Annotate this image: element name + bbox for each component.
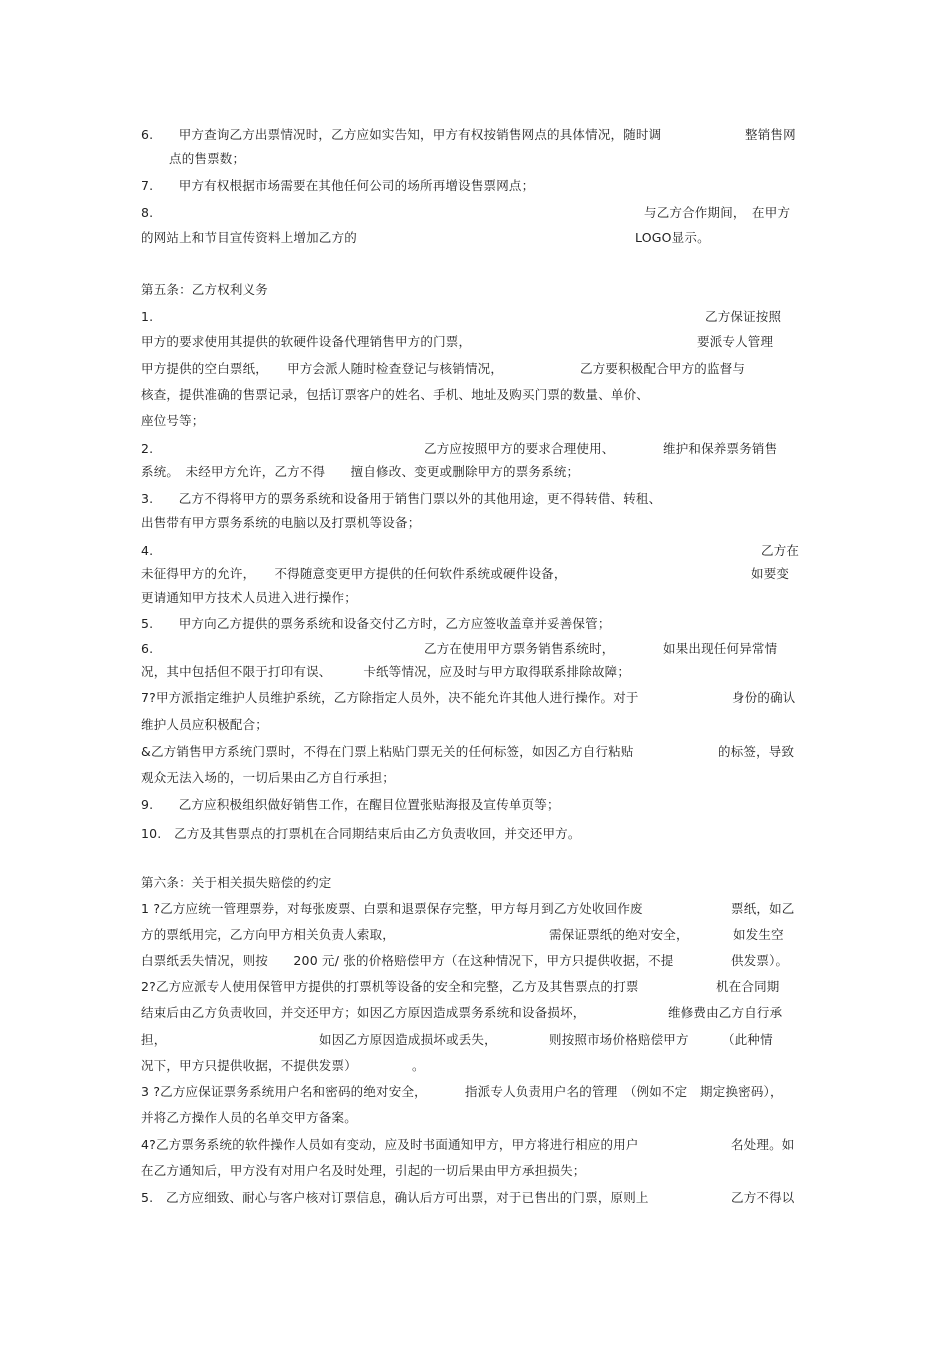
s6-item2-line2-end: 维修费由乙方自行承: [668, 1005, 783, 1020]
s5-item8-line2: 观众无法入场的，一切后果由乙方自行承担；: [141, 770, 396, 785]
s5-item8-line1: &乙方销售甲方系统门票时，不得在门票上粘贴门票无关的任何标签，如因乙方自行粘贴: [141, 744, 634, 759]
s5-item7-line1-end: 身份的确认: [732, 690, 796, 705]
s4-item7: 7. 甲方有权根据市场需要在其他任何公司的场所再增设售票网点；: [141, 178, 535, 193]
s6-item2-line4: 况下，甲方只提供收据，不提供发票）: [141, 1058, 357, 1073]
s6-item2-line4-end: 。: [412, 1058, 425, 1073]
s6-item2-line3-start: 担，: [141, 1032, 167, 1047]
s4-item8-line2: 的网站上和节目宣传资料上增加乙方的: [141, 230, 357, 245]
s5-item1-line3-end: 乙方要积极配合甲方的监督与: [580, 361, 746, 376]
s6-item2-line1: 2?乙方应派专人使用保管甲方提供的打票机等设备的安全和完整，乙方及其售票点的打票: [141, 979, 639, 994]
s5-item2-line1: 乙方应按照甲方的要求合理使用、: [424, 441, 615, 456]
s5-item8-line1-end: 的标签，导致: [718, 744, 795, 759]
s6-item1-line1-end: 票纸，如乙: [731, 901, 795, 916]
s5-item2-num: 2.: [141, 441, 154, 456]
s6-item5-line1: 5. 乙方应细致、耐心与客户核对订票信息，确认后方可出票，对于已售出的门票，原则上: [141, 1190, 649, 1205]
s6-item1-line2-mid: 需保证票纸的绝对安全，: [549, 927, 689, 942]
s5-item4-line2: 未征得甲方的允许， 不得随意变更甲方提供的任何软件系统或硬件设备，: [141, 566, 567, 581]
s4-item8-line2-end: LOGO显示。: [635, 230, 710, 245]
s5-item4-line3: 更请通知甲方技术人员进入进行操作；: [141, 590, 357, 605]
s5-item6-num: 6.: [141, 641, 154, 656]
s6-item4-line1-end: 名处理。如: [731, 1137, 795, 1152]
s5-item4-num: 4.: [141, 543, 154, 558]
s5-item2-line1-end: 维护和保养票务销售: [663, 441, 778, 456]
s5-item7-line2: 维护人员应积极配合；: [141, 717, 269, 732]
s6-item5-line1-end: 乙方不得以: [731, 1190, 795, 1205]
s6-item1-line1: 1 ?乙方应统一管理票券，对每张废票、白票和退票保存完整，甲方每月到乙方处收回作废: [141, 901, 643, 916]
s5-item1-line4: 核查，提供准确的售票记录，包括订票客户的姓名、手机、地址及购买门票的数量、单价、: [141, 387, 650, 402]
section6-title: 第六条：关于相关损失赔偿的约定: [141, 875, 332, 890]
s4-item8-num: 8.: [141, 205, 154, 220]
s4-item6-line1: 6. 甲方查询乙方出票情况时，乙方应如实告知，甲方有权按销售网点的具体情况，随时调: [141, 127, 662, 142]
s6-item3-line1: 3 ?乙方应保证票务系统用户名和密码的绝对安全，: [141, 1084, 427, 1099]
s6-item4-line2: 在乙方通知后，甲方没有对用户名及时处理，引起的一切后果由甲方承担损失；: [141, 1163, 586, 1178]
s6-item1-line3: 白票纸丢失情况，则按 200 元/ 张的价格赔偿甲方（在这种情况下，甲方只提供收据，不提: [141, 953, 674, 968]
s4-item6-line2: 点的售票数；: [169, 151, 246, 166]
s5-item1-num: 1.: [141, 309, 154, 324]
s6-item4-line1: 4?乙方票务系统的软件操作人员如有变动，应及时书面通知甲方，甲方将进行相应的用户: [141, 1137, 639, 1152]
s5-item1-line2-end: 要派专人管理: [697, 334, 774, 349]
s5-item6-line1-end: 如果出现任何异常情: [663, 641, 778, 656]
s6-item1-line2-end: 如发生空: [733, 927, 784, 942]
s6-item1-line3-end: 供发票）。: [731, 953, 789, 968]
s5-item9: 9. 乙方应积极组织做好销售工作，在醒目位置张贴海报及宣传单页等；: [141, 797, 560, 812]
s5-item1-line2: 甲方的要求使用其提供的软硬件设备代理销售甲方的门票，: [141, 334, 472, 349]
s5-item2-line2: 系统。 未经甲方允许，乙方不得 擅自修改、变更或删除甲方的票务系统；: [141, 464, 580, 479]
s6-item2-line3-end: （此种情: [722, 1032, 773, 1047]
s5-item1-line3: 甲方提供的空白票纸， 甲方会派人随时检查登记与核销情况，: [141, 361, 504, 376]
s4-item8-line1: 与乙方合作期间， 在甲方: [644, 205, 791, 220]
s6-item3-line2: 并将乙方操作人员的名单交甲方备案。: [141, 1110, 357, 1125]
s6-item2-line3-mid: 如因乙方原因造成损坏或丢失，: [319, 1032, 497, 1047]
s6-item2-line1-end: 机在合同期: [716, 979, 780, 994]
s6-item3-line1-end: 指派专人负责用户名的管理 （例如不定 期定换密码），: [465, 1084, 783, 1099]
s6-item1-line2: 方的票纸用完，乙方向甲方相关负责人索取，: [141, 927, 396, 942]
s5-item6-line2: 况，其中包括但不限于打印有误、 卡纸等情况，应及时与甲方取得联系排除故障；: [141, 664, 631, 679]
s6-item2-line2: 结束后由乙方负责收回，并交还甲方；如因乙方原因造成票务系统和设备损坏，: [141, 1005, 586, 1020]
s5-item3-line1: 3. 乙方不得将甲方的票务系统和设备用于销售门票以外的其他用途，更不得转借、转租、: [141, 491, 662, 506]
s4-item6-line1-end: 整销售网: [745, 127, 796, 142]
s5-item3-line2: 出售带有甲方票务系统的电脑以及打票机等设备；: [141, 515, 421, 530]
s6-item2-line3-mid2: 则按照市场价格赔偿甲方: [549, 1032, 689, 1047]
s5-item10: 10. 乙方及其售票点的打票机在合同期结束后由乙方负责收回，并交还甲方。: [141, 826, 581, 841]
s5-item4-line1: 乙方在: [761, 543, 800, 558]
s5-item1-line5: 座位号等；: [141, 413, 205, 428]
s5-item7-line1: 7?甲方派指定维护人员维护系统，乙方除指定人员外，决不能允许其他人进行操作。对于: [141, 690, 639, 705]
section5-title: 第五条：乙方权利义务: [141, 282, 269, 297]
s5-item4-line2-end: 如要变: [751, 566, 790, 581]
s5-item5: 5. 甲方向乙方提供的票务系统和设备交付乙方时，乙方应签收盖章并妥善保管；: [141, 616, 611, 631]
s5-item6-line1: 乙方在使用甲方票务销售系统时，: [424, 641, 615, 656]
s5-item1-line1: 乙方保证按照: [705, 309, 782, 324]
